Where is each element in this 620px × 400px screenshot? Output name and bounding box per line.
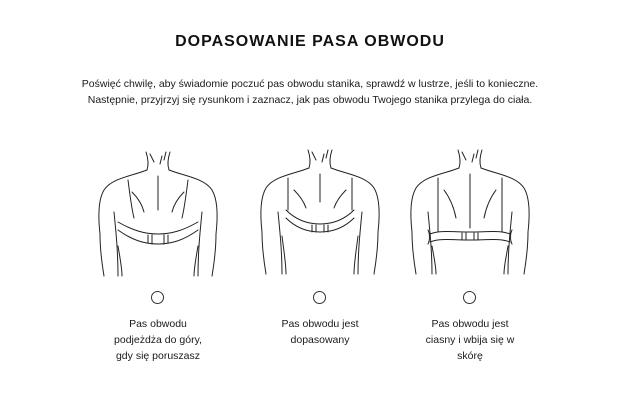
option-3-label-line-3: skórę [457,350,483,362]
option-3-label [386,316,554,364]
intro-line-1: Poświęć chwilę, aby świadomie poczuć pas obwodu stanika, sprawdź w lustrze, jeśli to konieczne. [81,78,539,90]
back-rising-band-illustration [88,142,228,280]
option-2-label-line-2: dopasowany [290,334,350,346]
option-2-radio[interactable] [313,291,326,304]
page-title: DOPASOWANIE PASA OBWODU [175,33,445,50]
intro-text [0,76,620,108]
option-1-label [74,316,242,364]
option-1-label-line-3: gdy się poruszasz [115,350,201,362]
option-3-label-line-2: ciasny i wbija się w [425,334,515,346]
option-band-rides-up[interactable] [74,142,242,382]
back-fitted-band-illustration [250,142,390,280]
back-tight-band-illustration [400,142,540,280]
option-1-label-line-2: podjeżdża do góry, [114,334,202,346]
option-1-label-line-1: Pas obwodu [129,318,187,330]
option-band-fitted[interactable] [236,142,404,382]
option-1-radio[interactable] [151,291,164,304]
option-3-label-line-1: Pas obwodu jest [431,318,509,330]
option-2-label [236,316,404,348]
intro-line-2: Następnie, przyjrzyj się rysunkom i zaznacz, jak pas obwodu Twojego stanika przylega do ciała. [87,94,533,106]
option-band-tight[interactable] [386,142,554,382]
option-2-label-line-1: Pas obwodu jest [281,318,359,330]
option-3-radio[interactable] [463,291,476,304]
